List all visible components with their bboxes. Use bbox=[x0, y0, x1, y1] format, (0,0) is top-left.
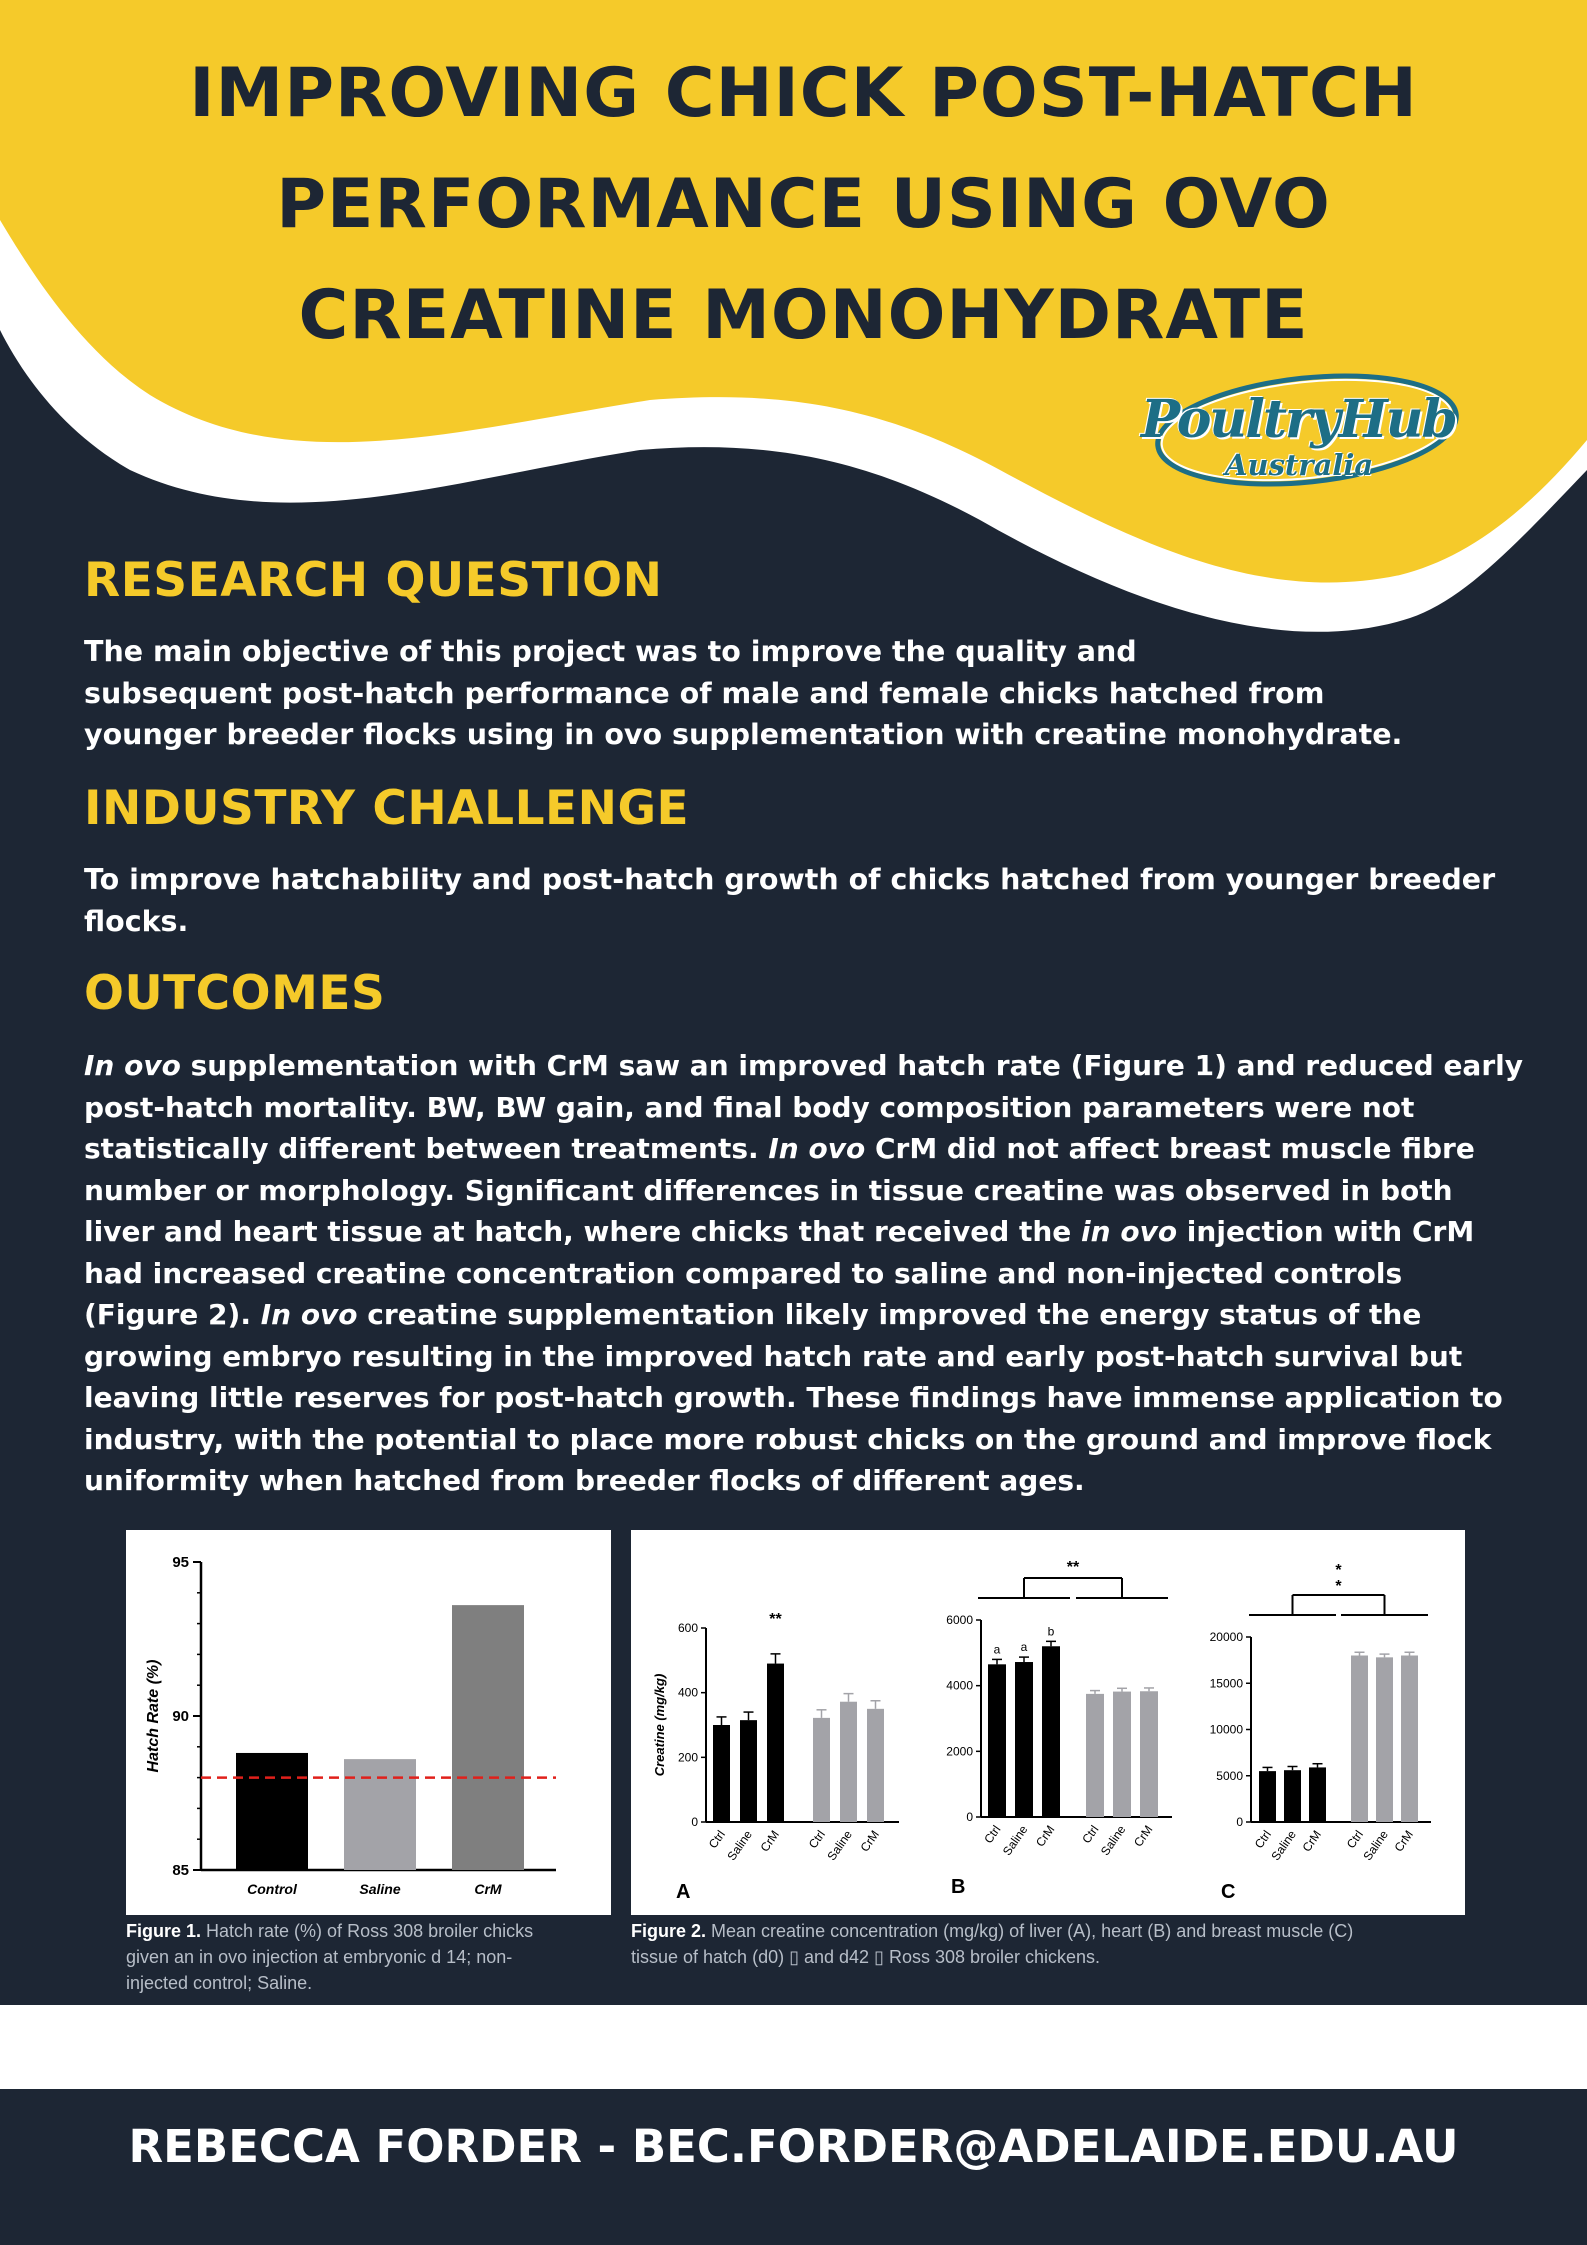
outcomes-line-11: uniformity when hatched from breeder flocks of different ages. bbox=[84, 1464, 1085, 1497]
research-question-text bbox=[84, 631, 1402, 756]
y-tick-label: 90 bbox=[172, 1708, 189, 1725]
bar-B-0 bbox=[988, 1664, 1006, 1817]
significance-marker: * bbox=[1335, 1578, 1342, 1595]
y-tick-label: 0 bbox=[691, 1815, 698, 1829]
bar-C-0 bbox=[1259, 1771, 1276, 1822]
y-tick-label: 600 bbox=[677, 1621, 698, 1635]
poultryhub-logo bbox=[1135, 352, 1475, 502]
significance-marker: ** bbox=[1066, 1559, 1080, 1576]
y-tick-label: 0 bbox=[966, 1810, 973, 1824]
outcomes-line-6: had increased creatine concentration compared to saline and non-injected controls bbox=[84, 1256, 1403, 1290]
figure-1-panel bbox=[126, 1530, 611, 1915]
y-tick-label: 5000 bbox=[1216, 1768, 1243, 1783]
y-axis-label: Creatine (mg/kg) bbox=[652, 1673, 667, 1777]
industry-challenge-heading: INDUSTRY CHALLENGE bbox=[84, 781, 690, 836]
y-tick-label: 95 bbox=[172, 1554, 189, 1571]
outcomes-line-4: number or morphology. Significant differences in tissue creatine was observed in both bbox=[84, 1173, 1453, 1207]
y-tick-label: 15000 bbox=[1209, 1676, 1243, 1691]
x-tick-label: Saline bbox=[1268, 1827, 1299, 1864]
y-tick-label: 2000 bbox=[946, 1744, 973, 1759]
footer-white-band bbox=[0, 2005, 1587, 2089]
outcomes-line-5: liver and heart tissue at hatch, where chicks that received the in ovo injection with CrM bbox=[84, 1215, 1475, 1248]
bar-A-4 bbox=[840, 1702, 857, 1822]
rq-line-2: subsequent post-hatch performance of male and female chicks hatched from bbox=[84, 676, 1325, 710]
x-tick-label: Control bbox=[247, 1881, 297, 1897]
logo-sub-text: Australia bbox=[1225, 448, 1374, 482]
panel-label-B: B bbox=[951, 1876, 966, 1898]
x-tick-label: Saline bbox=[1360, 1827, 1391, 1864]
bar-C-4 bbox=[1376, 1657, 1393, 1822]
research-question-heading: RESEARCH QUESTION bbox=[84, 553, 663, 608]
y-tick-label: 10000 bbox=[1209, 1722, 1243, 1737]
bar-B-3 bbox=[1086, 1694, 1104, 1817]
bar-B-5 bbox=[1140, 1691, 1158, 1817]
outcomes-line-8: growing embryo resulting in the improved hatch rate and early post-hatch survival but bbox=[84, 1339, 1463, 1373]
bar-C-5 bbox=[1401, 1656, 1418, 1823]
bar-B-1 bbox=[1015, 1662, 1033, 1817]
x-tick-label: CrM bbox=[1130, 1822, 1156, 1850]
significance-letter: a bbox=[993, 1642, 1001, 1657]
x-tick-label: Ctrl bbox=[981, 1822, 1004, 1847]
bar-B-4 bbox=[1113, 1692, 1131, 1817]
x-tick-label: Ctrl bbox=[1343, 1827, 1366, 1852]
x-tick-label: Saline bbox=[359, 1881, 401, 1897]
bar-B-2 bbox=[1042, 1646, 1060, 1817]
bar-C-1 bbox=[1284, 1770, 1301, 1822]
significance-marker: * bbox=[1335, 1562, 1342, 1579]
x-tick-label: Saline bbox=[1097, 1822, 1129, 1859]
title-line-2: PERFORMANCE USING OVO bbox=[276, 165, 1331, 244]
significance-marker: ** bbox=[769, 1611, 782, 1628]
x-tick-label: CrM bbox=[857, 1827, 882, 1855]
figure-2-caption: Figure 2. Mean creatine concentration (mg/kg) of liver (A), heart (B) and breast muscle (C) tissue of hatch (d0) ▯ and d42 ▯ Ross 308 broiler chickens. bbox=[631, 1921, 1354, 1967]
in-ovo-italic: In ovo bbox=[84, 1049, 181, 1082]
creatine-concentration-charts bbox=[631, 1530, 1465, 1915]
bar-A-5 bbox=[867, 1709, 884, 1822]
bar-A-2 bbox=[767, 1664, 784, 1822]
title-line-1: IMPROVING CHICK POST-HATCH bbox=[189, 54, 1418, 133]
outcomes-line-10: industry, with the potential to place more robust chicks on the ground and improve flock bbox=[84, 1422, 1492, 1456]
title-line-3: CREATINE MONOHYDRATE bbox=[298, 276, 1309, 355]
x-tick-label: Ctrl bbox=[805, 1827, 828, 1852]
y-tick-label: 85 bbox=[172, 1862, 189, 1879]
x-tick-label: Saline bbox=[824, 1827, 855, 1864]
outcomes-line-3: statistically different between treatments. In ovo CrM did not affect breast muscle fibre bbox=[84, 1132, 1475, 1165]
bar-A-3 bbox=[813, 1718, 830, 1822]
y-tick-label: 4000 bbox=[946, 1678, 973, 1693]
y-tick-label: 0 bbox=[1236, 1815, 1243, 1829]
bar-C-3 bbox=[1351, 1656, 1368, 1823]
y-tick-label: 20000 bbox=[1209, 1630, 1243, 1644]
y-tick-label: 400 bbox=[677, 1685, 698, 1700]
x-tick-label: CrM bbox=[1391, 1827, 1416, 1855]
x-tick-label: Ctrl bbox=[1079, 1822, 1102, 1847]
x-tick-label: CrM bbox=[757, 1827, 782, 1855]
in-ovo-italic: in ovo bbox=[1081, 1215, 1178, 1248]
bar-crm bbox=[452, 1605, 524, 1870]
outcomes-line-2: post-hatch mortality. BW, BW gain, and final body composition parameters were not bbox=[84, 1090, 1415, 1124]
bar-control bbox=[236, 1753, 308, 1870]
bar-A-1 bbox=[740, 1720, 757, 1822]
x-tick-label: CrM bbox=[474, 1881, 502, 1897]
panel-label-A: A bbox=[676, 1881, 691, 1903]
figure-1-caption: Figure 1. Hatch rate (%) of Ross 308 broiler chicks given an in ovo injection at embryonic d 14; non- injected control; Saline. bbox=[126, 1921, 534, 1993]
hatch-rate-chart bbox=[126, 1530, 611, 1915]
figure-1-caption-label: Figure 1. bbox=[126, 1921, 202, 1941]
outcomes-heading: OUTCOMES bbox=[84, 966, 386, 1021]
bar-saline bbox=[344, 1759, 416, 1870]
figure-2-caption-label: Figure 2. bbox=[631, 1921, 707, 1941]
x-tick-label: Ctrl bbox=[1251, 1827, 1274, 1852]
logo-main-text: PoultryHub bbox=[1141, 389, 1456, 450]
ic-line-2: flocks. bbox=[84, 904, 189, 938]
significance-letter: b bbox=[1047, 1624, 1055, 1639]
x-tick-label: Saline bbox=[999, 1822, 1031, 1859]
x-tick-label: Saline bbox=[724, 1827, 755, 1864]
outcomes-line-9: leaving little reserves for post-hatch growth. These findings have immense application to bbox=[84, 1381, 1503, 1414]
x-tick-label: CrM bbox=[1032, 1822, 1058, 1850]
significance-letter: a bbox=[1020, 1640, 1028, 1655]
in-ovo-italic: In ovo bbox=[260, 1298, 358, 1331]
y-axis-label: Hatch Rate (%) bbox=[145, 1659, 162, 1773]
outcomes-text bbox=[84, 1045, 1523, 1502]
y-tick-label: 6000 bbox=[946, 1613, 973, 1627]
y-tick-label: 200 bbox=[677, 1750, 698, 1765]
x-tick-label: Ctrl bbox=[705, 1827, 728, 1852]
figure-2-panel bbox=[631, 1530, 1465, 1915]
bar-C-2 bbox=[1309, 1767, 1326, 1822]
ic-line-1: To improve hatchability and post-hatch growth of chicks hatched from younger breeder bbox=[84, 863, 1496, 896]
outcomes-line-1: In ovo supplementation with CrM saw an improved hatch rate (Figure 1) and reduced early bbox=[84, 1049, 1523, 1082]
panel-label-C: C bbox=[1221, 1881, 1236, 1903]
poster-title bbox=[60, 38, 1547, 371]
bar-A-0 bbox=[713, 1725, 730, 1822]
rq-line-3: younger breeder flocks using in ovo supplementation with creatine monohydrate. bbox=[84, 718, 1403, 751]
outcomes-line-7: (Figure 2). In ovo creatine supplementation likely improved the energy status of the bbox=[84, 1298, 1422, 1331]
x-tick-label: CrM bbox=[1299, 1827, 1324, 1855]
industry-challenge-text bbox=[84, 859, 1495, 942]
author-contact: REBECCA FORDER - BEC.FORDER@ADELAIDE.EDU.AU bbox=[128, 2120, 1459, 2173]
rq-line-1: The main objective of this project was to improve the quality and bbox=[84, 635, 1137, 668]
in-ovo-italic: In ovo bbox=[768, 1132, 866, 1165]
